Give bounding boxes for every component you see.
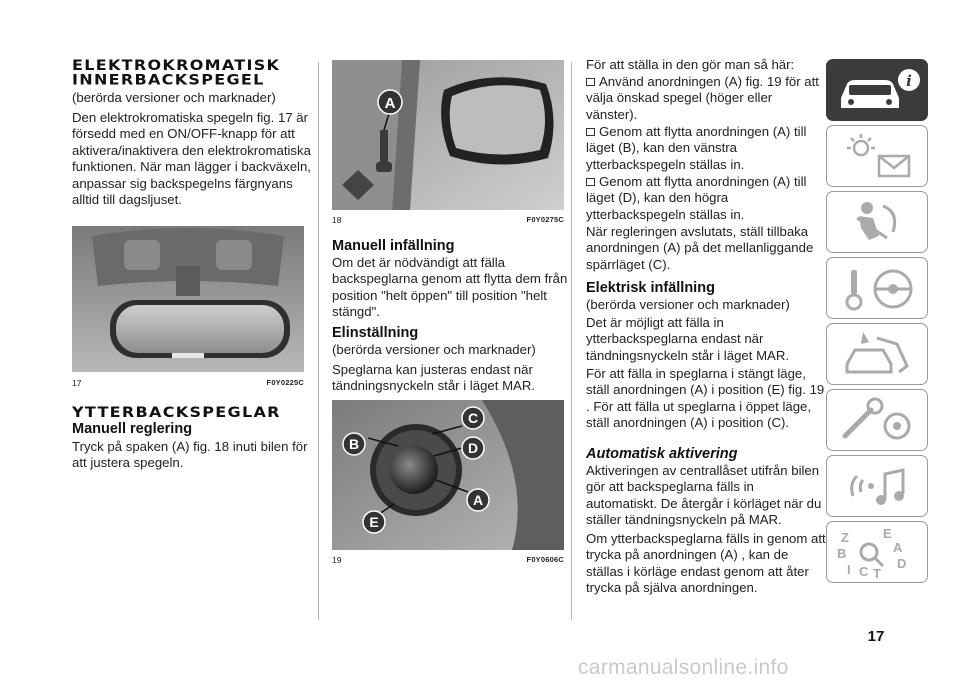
figure-18-number: 18 [332, 215, 342, 225]
heading-manual-folding: Manuell infällning [332, 238, 455, 254]
airbag-safety-icon [827, 192, 929, 254]
heading-automatic-activation: Automatisk aktivering [586, 446, 738, 462]
svg-text:i: i [906, 72, 912, 90]
figure-19-label-b: B [348, 436, 360, 452]
tab-dashboard-lights[interactable] [826, 125, 928, 187]
dashboard-lights-icon [827, 126, 929, 188]
heading-outside-mirrors: YTTERBACKSPEGLAR [72, 404, 281, 421]
index-icon [827, 522, 929, 584]
maintenance-icon [827, 390, 929, 452]
multimedia-icon [827, 456, 929, 518]
tab-multimedia[interactable] [826, 455, 928, 517]
figure-17-number: 17 [72, 378, 82, 388]
bullet-box-icon [586, 78, 595, 86]
figure-19-label-e: E [369, 514, 379, 530]
subtitle-versions-3: (berörda versioner och marknader) [586, 297, 790, 312]
paragraph-electrochromic: Den elektrokromatiska spegeln fig. 17 är försedd med en ON/OFF-knapp för att aktivera/inaktivera den elektrokromatiska funktionen. När man lägger i backväxeln, anpassar sig backspegelns färgnyans alltid till dagsljuset. [72, 110, 311, 208]
tab-key-steering[interactable] [826, 257, 928, 319]
paragraph-intro: För att ställa in den gör man så här: [586, 57, 795, 72]
bullet-item-1 [586, 74, 826, 123]
tab-maintenance[interactable] [826, 389, 928, 451]
page-number: 17 [867, 628, 885, 645]
subtitle-versions-2: (berörda versioner och marknader) [332, 342, 536, 357]
figure-19-number: 19 [332, 555, 342, 565]
paragraph-manual-adjustment: Tryck på spaken (A) fig. 18 inuti bilen för att justera spegeln. [72, 439, 308, 471]
bullet-text-3: Genom att flytta anordningen (A) till läget (D), kan den högra ytterbackspegeln ställas in. [586, 174, 807, 222]
index-letter-i: I [847, 562, 851, 577]
figure-19-label-c: C [467, 410, 479, 426]
paragraph-manual-unfold: Om ytterbackspeglarna fälls in genom att trycka på anordningen (A) , kan de ställas i körläge endast genom att åter trycka på själva anordningen. [586, 531, 826, 596]
subheading-manual-adjustment: Manuell reglering [72, 421, 193, 437]
index-letter-a: A [893, 540, 903, 555]
bullet-text-2: Genom att flytta anordningen (A) till läget (B), kan den vänstra ytterbackspegeln ställas in. [586, 124, 807, 172]
tab-emergency[interactable] [826, 323, 928, 385]
bullet-text-1: Använd anordningen (A) fig. 19 för att välja önskad spegel (höger eller vänster). [586, 74, 819, 122]
figure-17-photo [72, 226, 304, 372]
figure-19-photo [332, 400, 564, 550]
index-letter-c: C [859, 564, 869, 579]
bullet-item-3 [586, 174, 826, 223]
tab-safety[interactable] [826, 191, 928, 253]
index-letter-z: Z [841, 530, 849, 545]
subtitle-versions: (berörda versioner och marknader) [72, 90, 276, 105]
figure-18-photo [332, 60, 564, 210]
paragraph-automatic-activation: Aktiveringen av centrallåset utifrån bilen gör att backspeglarna fälls in automatiskt. De återgår i körläget när du ställer tändningsnyckeln på MAR. [586, 463, 822, 528]
car-info-icon [827, 60, 929, 122]
figure-19-label-d: D [467, 440, 479, 456]
tab-index[interactable] [826, 521, 928, 583]
figure-19-label-a: A [472, 492, 484, 508]
paragraph-folding-mar: Det är möjligt att fälla in ytterbackspeglarna endast när tändningsnyckeln står i läget MAR. [586, 315, 790, 363]
figure-17-code: F0Y0225C [266, 378, 304, 387]
watermark: carmanualsonline.info [578, 656, 789, 679]
bullet-box-icon [586, 128, 595, 136]
emergency-icon [827, 324, 929, 386]
heading-electric-folding: Elektrisk infällning [586, 280, 715, 296]
paragraph-finish-adjustment: När regleringen avslutats, ställ tillbaka anordningen (A) på det mellanliggande spärrläget (C). [586, 224, 814, 272]
paragraph-folding-positions: För att fälla in speglarna i stängt läge, ställ anordningen (A) i position (E) fig. 19 . För att fälla ut speglarna i öppet läge, ställ anordningen (A) i position (C). [586, 366, 825, 431]
bullet-item-2 [586, 124, 826, 173]
index-letter-e: E [883, 526, 892, 541]
paragraph-manual-folding: Om det är nödvändigt att fälla backspeglarna genom att flytta dem från position "helt öppen" till position "helt stängd". [332, 255, 568, 320]
figure-18-label-a: A [384, 95, 396, 112]
figure-18-code: F0Y0275C [526, 215, 564, 224]
index-letter-b: B [837, 546, 847, 561]
bullet-box-icon [586, 178, 595, 186]
heading-electrochromic-mirror: ELEKTROKROMATISK INNERBACKSPEGEL [72, 57, 281, 89]
figure-19-code: F0Y0606C [526, 555, 564, 564]
heading-electric-adjustment: Elinställning [332, 325, 419, 341]
column-divider-1 [318, 62, 319, 620]
paragraph-electric-adjustment: Speglarna kan justeras endast när tändningsnyckeln står i läget MAR. [332, 362, 536, 394]
index-letter-d: D [897, 556, 907, 571]
index-letter-t: T [873, 566, 881, 581]
key-steering-icon [827, 258, 929, 320]
column-divider-2 [571, 62, 572, 620]
tab-car-info[interactable] [826, 59, 928, 121]
